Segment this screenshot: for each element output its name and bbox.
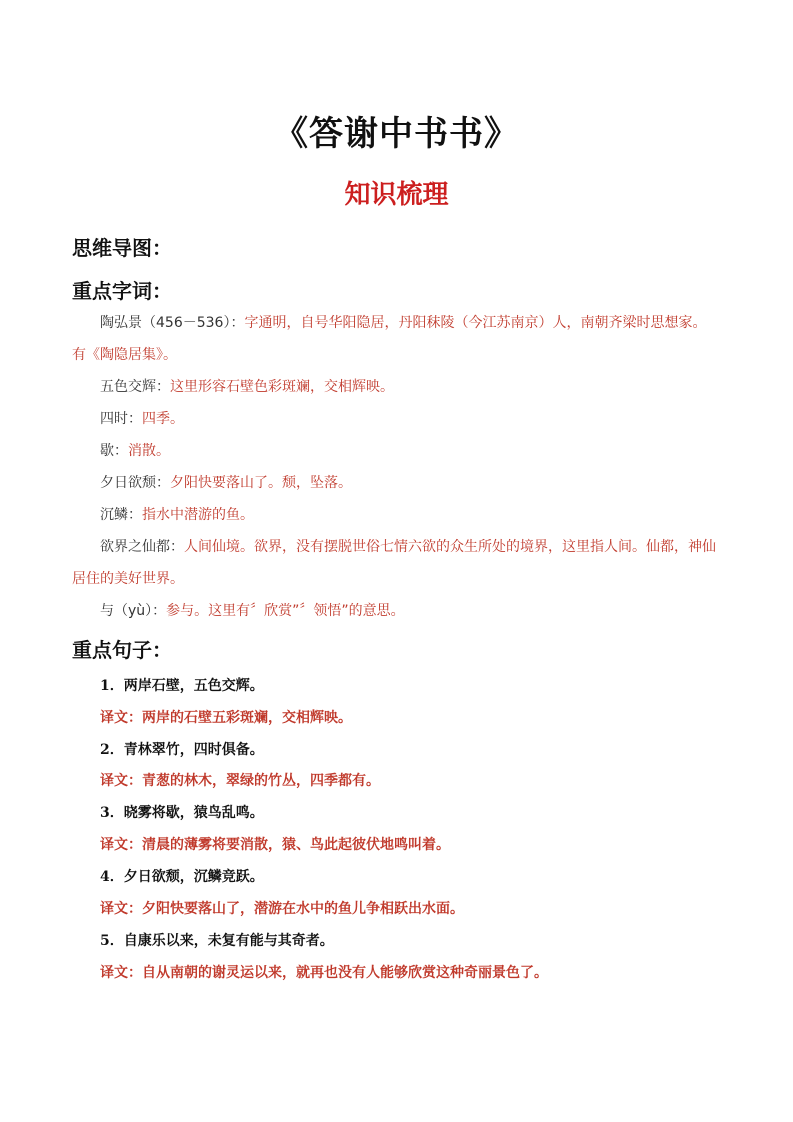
sentence-text: 2．青林翠竹，四时俱备。 bbox=[100, 742, 264, 758]
vocab-term: 五色交辉： bbox=[100, 379, 170, 395]
vocab-definition: 人间仙境。欲界，没有摆脱世俗七情六欲的众生所处的境界，这里指人间。仙都，神仙居住的美好世界。 bbox=[72, 539, 716, 587]
vocab-entry bbox=[72, 595, 720, 627]
sentence-text: 4．夕日欲颓，沉鳞竞跃。 bbox=[100, 869, 264, 885]
vocab-definition: 夕阳快要落山了。颓，坠落。 bbox=[170, 475, 352, 491]
vocab-definition: 这里形容石壁色彩斑斓，交相辉映。 bbox=[170, 379, 394, 395]
vocab-term: 与（yù）： bbox=[100, 603, 167, 619]
vocab-heading: 重点字词： bbox=[72, 279, 172, 303]
sentence-translation: 译文：青葱的林木，翠绿的竹丛，四季都有。 bbox=[100, 773, 380, 789]
sentences-heading: 重点句子： bbox=[72, 638, 172, 662]
vocab-entry bbox=[72, 531, 720, 595]
vocab-entry bbox=[72, 307, 720, 371]
vocab-term: 夕日欲颓： bbox=[100, 475, 170, 491]
vocab-term: 歇： bbox=[100, 443, 128, 459]
sentence-text: 3．晓雾将歇，猿鸟乱鸣。 bbox=[100, 805, 264, 821]
vocab-definition: 指水中潜游的鱼。 bbox=[142, 507, 254, 523]
sentence-translation: 译文：清晨的薄雾将要消散，猿、鸟此起彼伏地鸣叫着。 bbox=[100, 837, 450, 853]
vocab-term: 四时： bbox=[100, 411, 142, 427]
vocab-entry bbox=[72, 371, 720, 403]
vocab-entry bbox=[72, 435, 720, 467]
sentence-translation: 译文：两岸的石壁五彩斑斓，交相辉映。 bbox=[100, 710, 352, 726]
sentence-text: 5．自康乐以来，未复有能与其奇者。 bbox=[100, 933, 334, 949]
vocab-definition: 消散。 bbox=[128, 443, 170, 459]
vocab-term: 陶弘景（456－536）： bbox=[100, 315, 245, 331]
sentence-translation: 译文：夕阳快要落山了，潜游在水中的鱼儿争相跃出水面。 bbox=[100, 901, 464, 917]
vocab-definition: 参与。这里有〞欣赏”〞领悟”的意思。 bbox=[166, 603, 405, 619]
sentence-text: 1．两岸石壁，五色交辉。 bbox=[100, 678, 264, 694]
mindmap-heading: 思维导图： bbox=[72, 236, 172, 260]
vocab-definition: 四季。 bbox=[142, 411, 184, 427]
sentence-translation: 译文：自从南朝的谢灵运以来，就再也没有人能够欣赏这种奇丽景色了。 bbox=[100, 965, 548, 981]
vocab-term: 沉鳞： bbox=[100, 507, 142, 523]
vocab-definition: 字通明，自号华阳隐居，丹阳秣陵（今江苏南京）人，南朝齐梁时思想家。有《陶隐居集》。 bbox=[72, 315, 707, 363]
vocab-entry bbox=[72, 403, 720, 435]
document-subtitle: 知识梳理 bbox=[344, 180, 449, 210]
vocab-entry bbox=[72, 467, 720, 499]
vocab-term: 欲界之仙都： bbox=[100, 539, 184, 555]
vocab-entry bbox=[72, 499, 720, 531]
document-title: 《答谢中书书》 bbox=[274, 114, 519, 154]
